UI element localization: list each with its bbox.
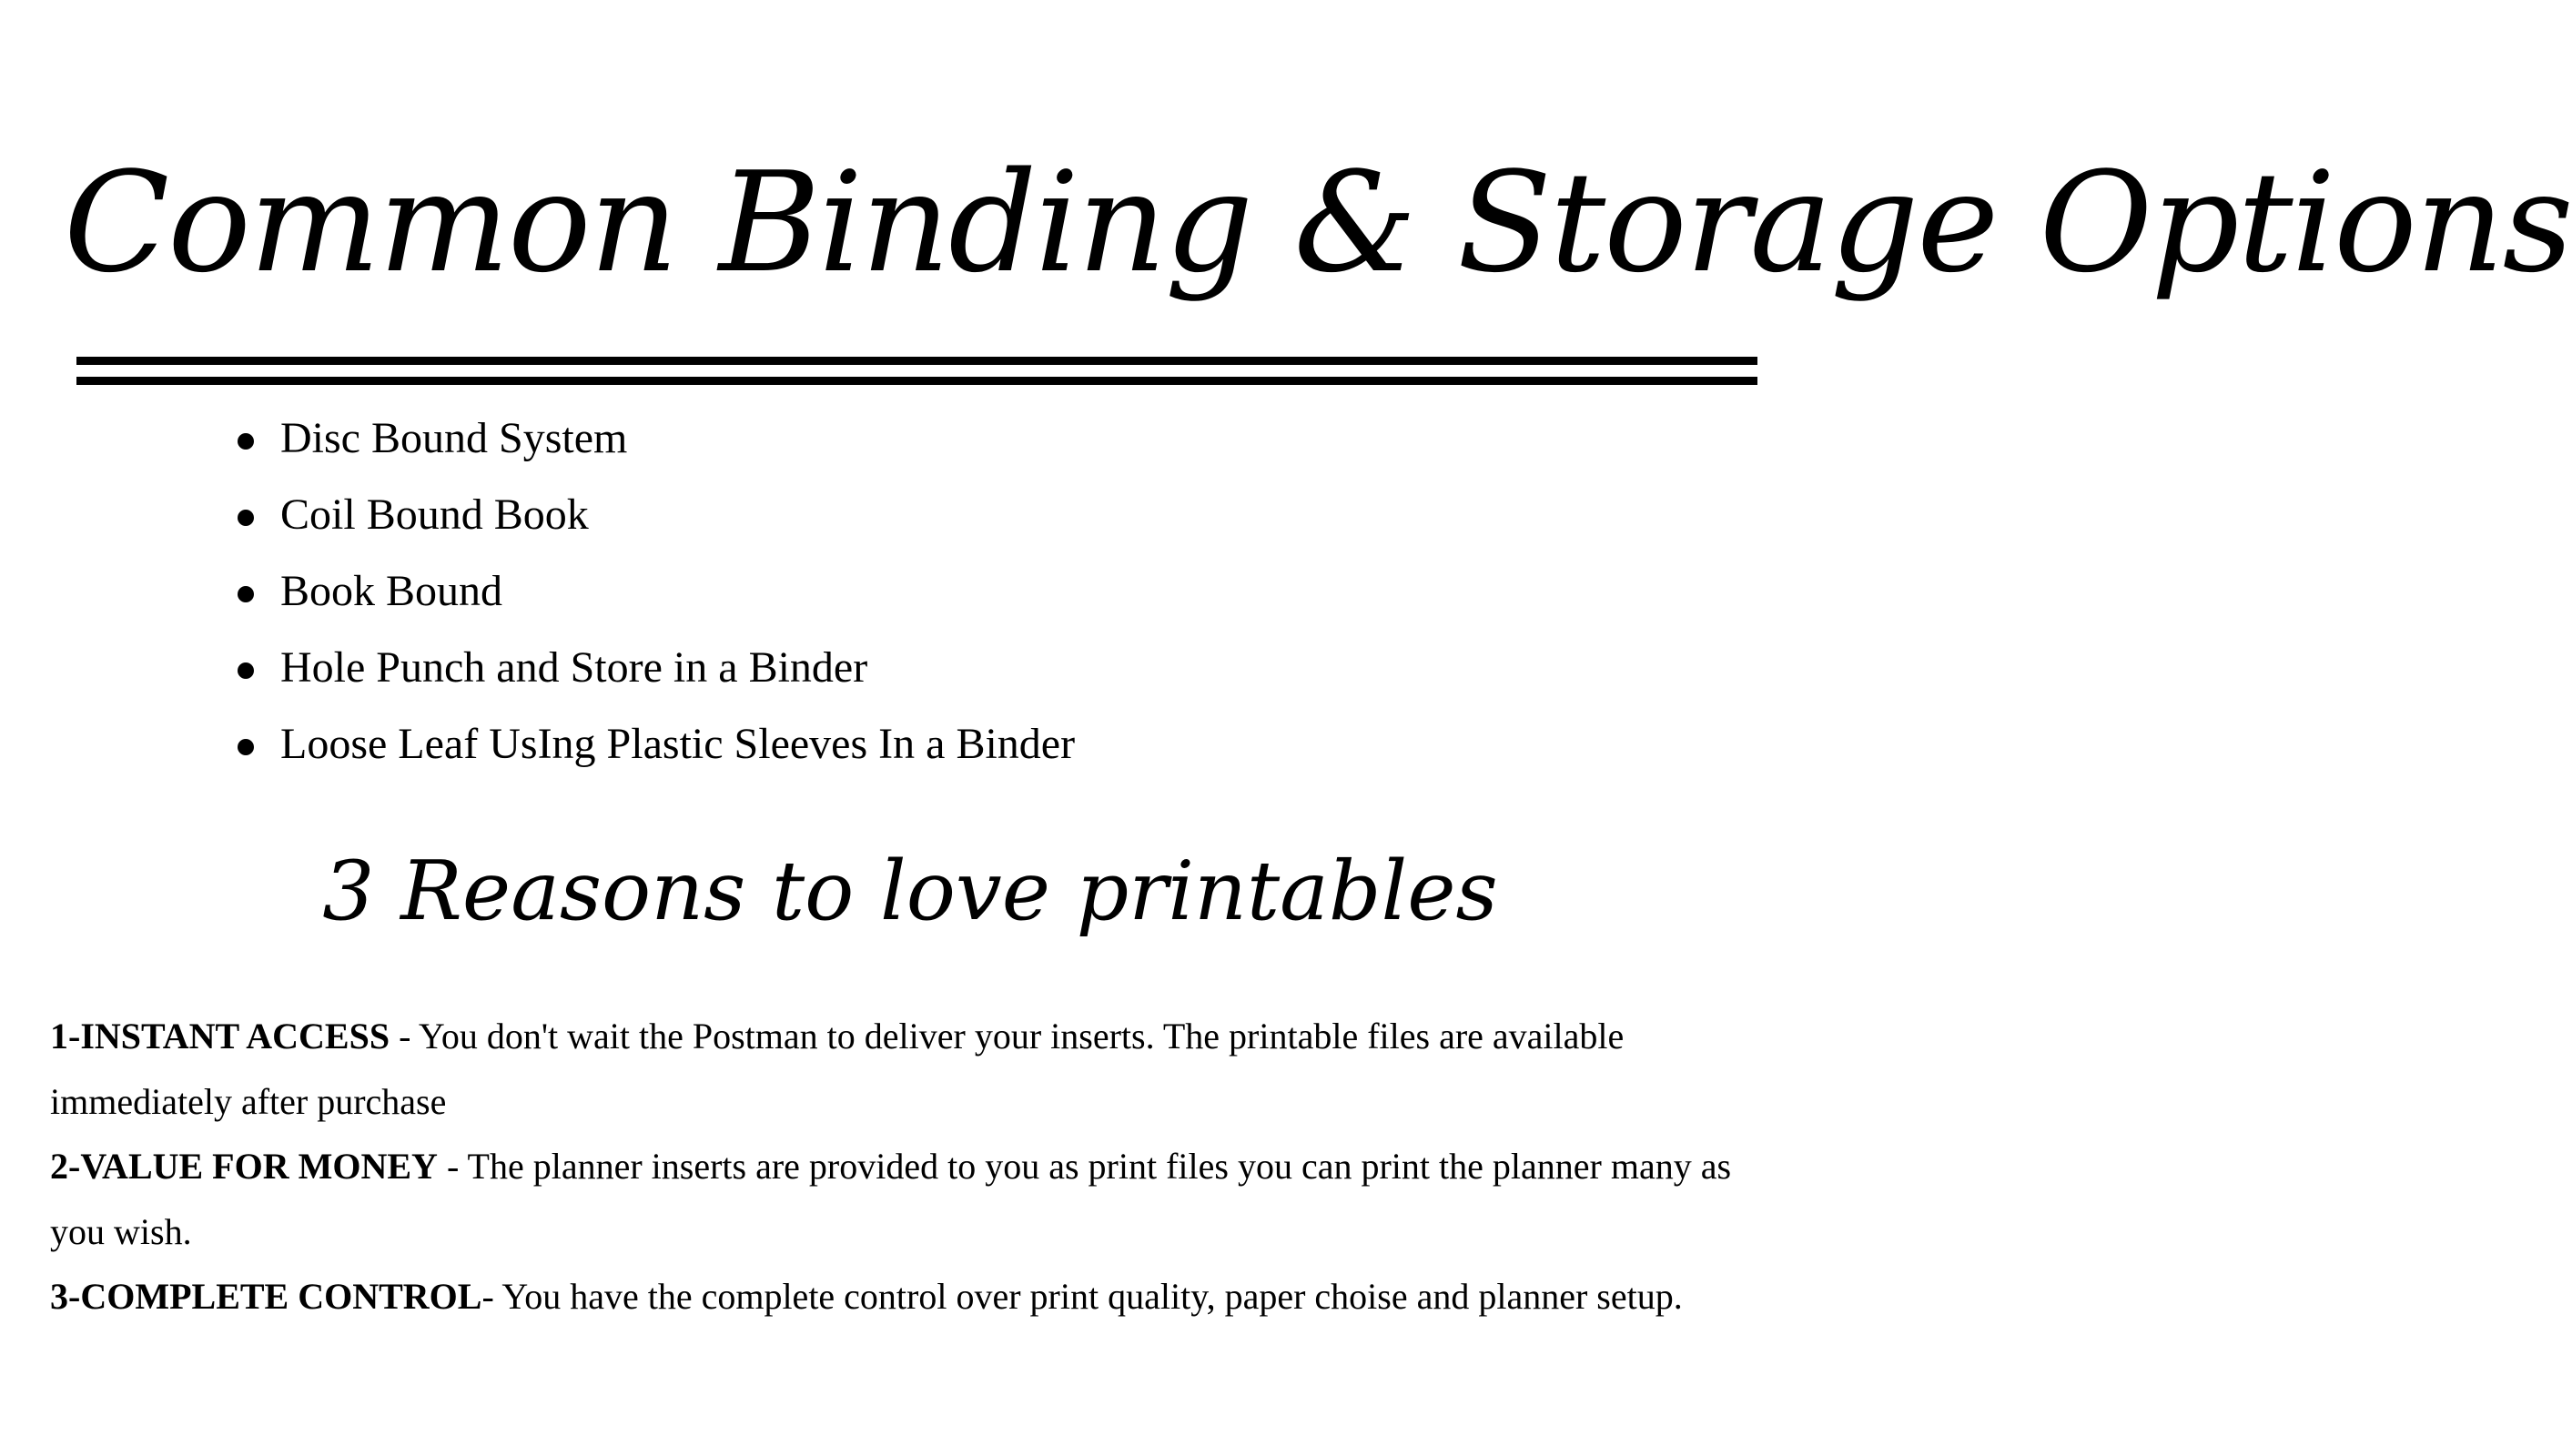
binding-option-label: Book Bound <box>280 567 503 615</box>
reason-heading: 3-COMPLETE CONTROL <box>50 1276 482 1317</box>
binding-options-list <box>280 411 1075 794</box>
bullet-dot-icon <box>238 739 254 755</box>
page-title: Common Binding & Storage Options <box>64 142 2572 303</box>
bullet-dot-icon <box>238 510 254 526</box>
binding-option-item <box>280 641 1075 717</box>
reasons-heading: 3 Reasons to love printables <box>322 844 1498 939</box>
binding-option-item <box>280 717 1075 794</box>
binding-option-label: Disc Bound System <box>280 414 628 462</box>
bullet-dot-icon <box>238 586 254 602</box>
binding-option-item <box>280 488 1075 564</box>
reasons-section <box>50 1004 1761 1330</box>
title-divider-bottom-line <box>76 377 1757 385</box>
reason-description: - The planner inserts are provided to you as print files you can print the planner many as you wish. <box>50 1146 1732 1252</box>
binding-option-label: Coil Bound Book <box>280 490 589 539</box>
reason-heading: 1-INSTANT ACCESS <box>50 1016 390 1057</box>
bullet-dot-icon <box>238 662 254 679</box>
title-divider-top-line <box>76 357 1757 365</box>
reason-description: - You don't wait the Postman to deliver your inserts. The printable files are available immediately after purchase <box>50 1016 1625 1122</box>
reason-description: - You have the complete control over print quality, paper choise and planner setup. <box>481 1276 1683 1317</box>
binding-option-item <box>280 564 1075 641</box>
bullet-dot-icon <box>238 433 254 450</box>
binding-option-item <box>280 411 1075 488</box>
binding-option-label: Loose Leaf UsIng Plastic Sleeves In a Binder <box>280 720 1076 768</box>
reason-paragraph <box>50 1264 1761 1330</box>
reason-heading: 2-VALUE FOR MONEY <box>50 1146 438 1187</box>
reason-paragraph <box>50 1134 1761 1264</box>
binding-option-label: Hole Punch and Store in a Binder <box>280 643 868 692</box>
reason-paragraph <box>50 1004 1761 1134</box>
